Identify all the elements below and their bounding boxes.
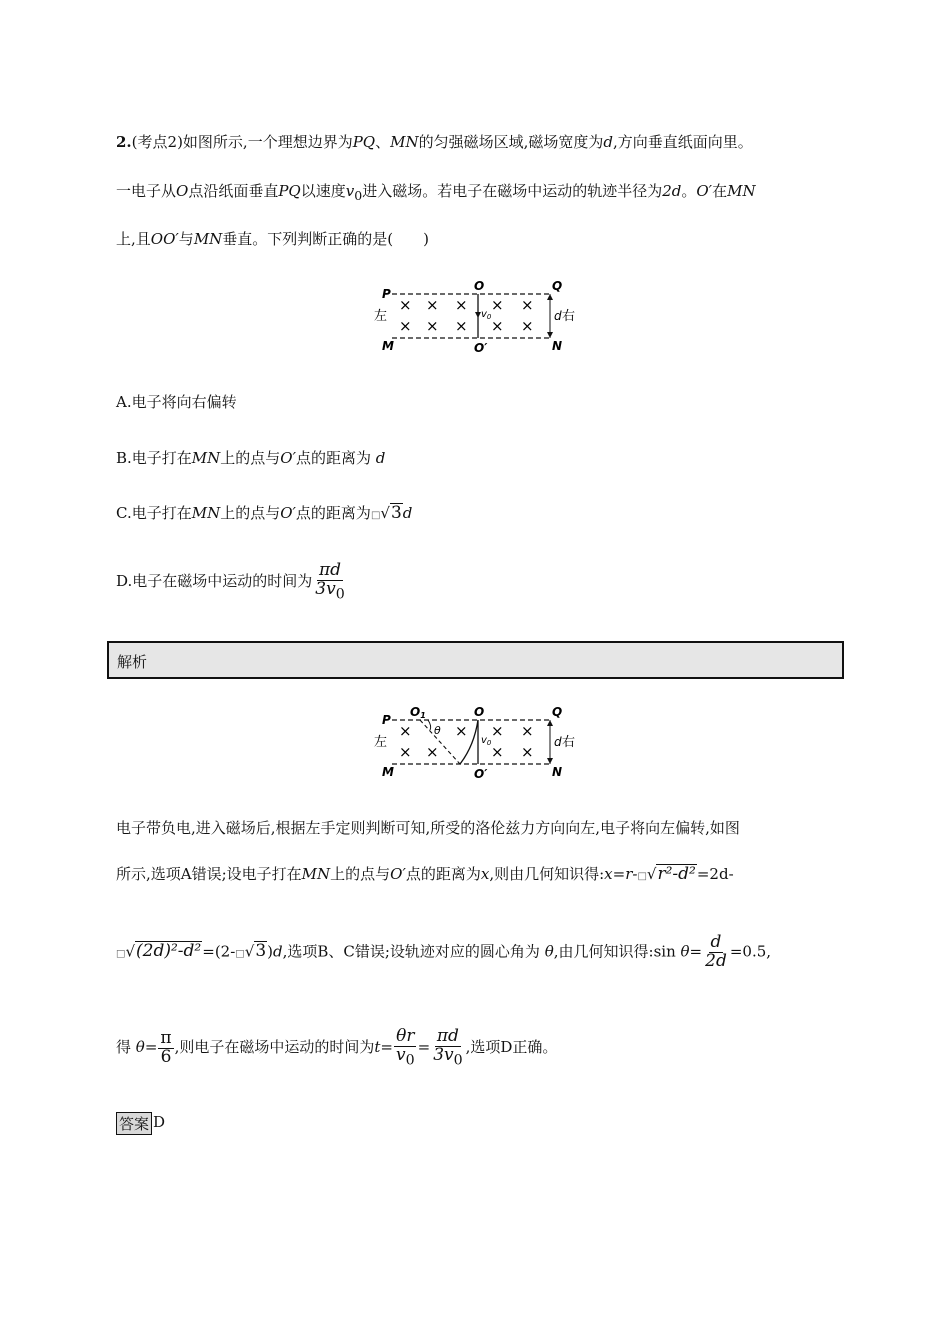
magnetic-field-diagram	[370, 276, 580, 356]
option-c: C.电子打在MN上的点与O′点的距离为□√3d	[116, 503, 413, 523]
svg-text:×: ×	[426, 743, 439, 761]
label-d: d	[554, 735, 562, 749]
svg-text:×: ×	[426, 317, 439, 335]
label-Q: Q	[552, 705, 563, 719]
label-O: O	[474, 279, 485, 293]
analysis-line-1: 电子带负电,进入磁场后,根据左手定则判断可知,所受的洛伦兹力方向向左,电子将向左偏转,如图	[116, 819, 740, 837]
label-right: 右	[562, 735, 576, 750]
svg-text:×: ×	[399, 296, 412, 314]
label-left: 左	[374, 735, 388, 750]
label-theta: θ	[434, 724, 441, 737]
trajectory-diagram	[370, 702, 580, 782]
svg-text:×: ×	[521, 296, 534, 314]
svg-text:×: ×	[491, 317, 504, 335]
question-line-2: 一电子从O点沿纸面垂直PQ以速度$v_0$进入磁场。若电子在磁场中运动的轨迹半径为2d。O′在MN	[116, 182, 756, 203]
svg-text:×: ×	[455, 317, 468, 335]
svg-text:×: ×	[426, 296, 439, 314]
svg-text:×: ×	[455, 722, 468, 740]
analysis-header	[107, 641, 844, 679]
label-O-prime: O′	[474, 767, 488, 781]
svg-text:×: ×	[491, 722, 504, 740]
analysis-line-3: □√(2d)²-d²=(2-□√3)d,选项B、C错误;设轨迹对应的圆心角为 θ,由几何知识得:sin θ= $\frac{d}{2d}$ =0.5,	[116, 932, 772, 971]
svg-text:×: ×	[399, 317, 412, 335]
label-M: M	[382, 339, 394, 353]
svg-text:×: ×	[521, 722, 534, 740]
svg-text:×: ×	[491, 296, 504, 314]
option-b: B.电子打在MN上的点与O′点的距离为 d	[116, 449, 386, 467]
label-Q: Q	[552, 279, 563, 293]
question-line-3: 上,且OO′与MN垂直。下列判断正确的是( )	[116, 230, 430, 248]
svg-text:×: ×	[399, 743, 412, 761]
label-N: N	[552, 339, 563, 353]
label-right: 右	[562, 309, 576, 324]
analysis-line-2: 所示,选项A错误;设电子打在MN上的点与O′点的距离为x,则由几何知识得:x=r-□√r²-d²=2d-	[116, 864, 734, 884]
label-v0: $v_0$	[481, 735, 492, 747]
field-crosses	[399, 296, 534, 335]
analysis-label: 解析	[117, 653, 148, 671]
label-O-prime: O′	[474, 341, 488, 355]
option-d: D.电子在磁场中运动的时间为 $\frac{\pi d}{3v_0}$	[116, 560, 345, 603]
label-N: N	[552, 765, 563, 779]
svg-text:×: ×	[399, 722, 412, 740]
label-M: M	[382, 765, 394, 779]
analysis-line-4: 得 θ= $\frac{\pi}{6}$ ,则电子在磁场中运动的时间为t= $\frac{\theta r}{v_0}$ = $\frac{\pi d}{3v_0}$ ,选项D正确。	[116, 1026, 558, 1069]
answer-value: D	[153, 1113, 166, 1131]
svg-text:×: ×	[455, 296, 468, 314]
label-O: O	[474, 705, 485, 719]
question-number: 2.	[116, 133, 132, 151]
svg-text:×: ×	[521, 317, 534, 335]
option-a: A.电子将向右偏转	[116, 393, 237, 411]
label-O1: O1	[410, 705, 426, 720]
label-P: P	[382, 713, 391, 727]
svg-text:×: ×	[491, 743, 504, 761]
question-line-1: 2.(考点2)如图所示,一个理想边界为PQ、MN的匀强磁场区域,磁场宽度为d,方向垂直纸面向里。	[116, 133, 753, 151]
answer-label: 答案	[116, 1112, 152, 1135]
label-v0: $v_0$	[481, 309, 492, 321]
label-d: d	[554, 309, 562, 323]
label-left: 左	[374, 309, 388, 324]
svg-text:×: ×	[521, 743, 534, 761]
label-P: P	[382, 287, 391, 301]
